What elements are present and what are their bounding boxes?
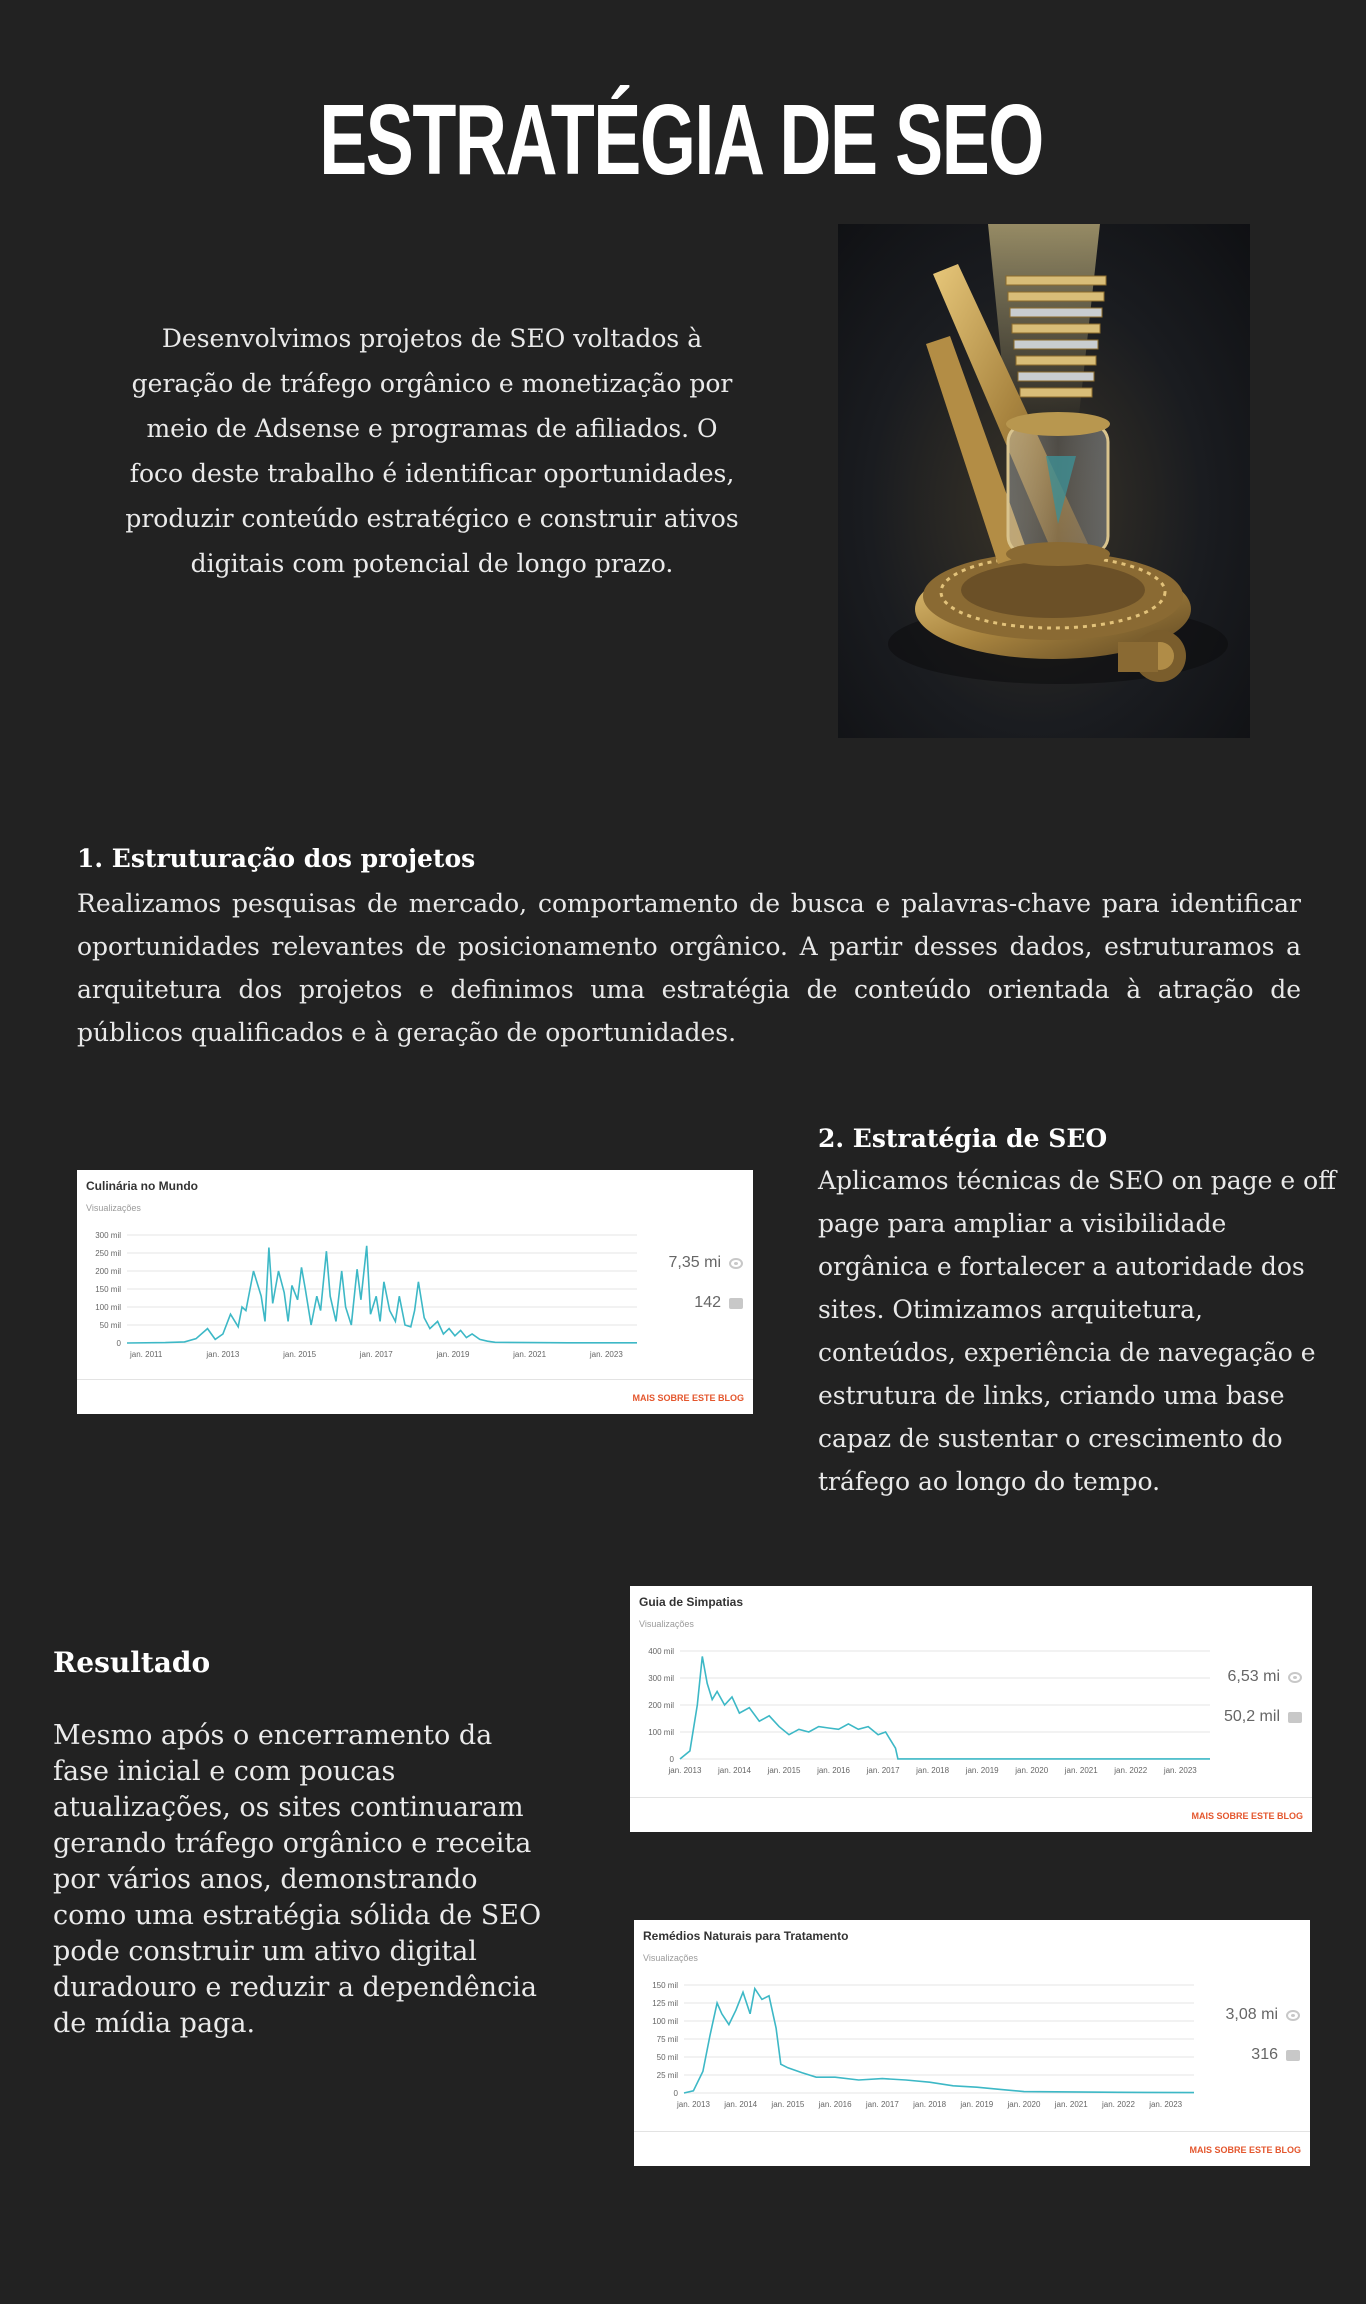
views-stat <box>1226 2006 1300 2024</box>
x-tick-label: jan. 2013 <box>206 1350 240 1359</box>
blog-stats-card <box>630 1586 1312 1832</box>
views-count: 7,35 mi <box>668 1254 721 1271</box>
y-tick-label: 300 mil <box>95 1231 121 1240</box>
x-tick-label: jan. 2023 <box>1163 1766 1197 1775</box>
x-tick-label: jan. 2021 <box>1054 2100 1088 2109</box>
y-tick-label: 0 <box>669 1755 674 1764</box>
card-subtitle: Visualizações <box>639 1619 694 1629</box>
y-tick-label: 50 mil <box>656 2053 678 2062</box>
comments-count: 50,2 mil <box>1223 1708 1280 1725</box>
x-tick-label: jan. 2020 <box>1015 1766 1049 1775</box>
card-subtitle: Visualizações <box>643 1953 698 1963</box>
section2-heading: 2. Estratégia de SEO <box>818 1124 1108 1153</box>
more-about-blog-link[interactable]: MAIS SOBRE ESTE BLOG <box>632 1393 744 1403</box>
x-tick-label: jan. 2016 <box>818 2100 852 2109</box>
y-tick-label: 300 mil <box>648 1674 674 1683</box>
comment-icon <box>1288 1712 1302 1723</box>
pageviews-chart <box>634 1975 1214 2115</box>
y-tick-label: 75 mil <box>656 2035 678 2044</box>
views-count: 3,08 mi <box>1225 2006 1278 2023</box>
comments-count: 142 <box>694 1294 721 1311</box>
x-tick-label: jan. 2015 <box>283 1350 317 1359</box>
card-footer <box>634 2131 1310 2166</box>
card-footer <box>630 1797 1312 1832</box>
result-body: Mesmo após o encerramento da fase inicial e com poucas atualizações, os sites continuaram gerando tráfego orgânico e receita por vários anos, demonstrando como uma estratégia sólida de SEO pode construir um ativo digital duradouro e reduzir a dependência de mídia paga. <box>53 1720 542 2039</box>
x-tick-label: jan. 2019 <box>436 1350 470 1359</box>
y-tick-label: 200 mil <box>648 1701 674 1710</box>
comments-stat <box>1251 2046 1300 2064</box>
y-tick-label: 0 <box>673 2089 678 2098</box>
section2-body: Aplicamos técnicas de SEO on page e off page para ampliar a visibilidade orgânica e fortalecer a autoridade dos sites. Otimizamos arquitetura, conteúdos, experiência de navegação e estrutura de links, criando uma base capaz de sustentar o crescimento do tráfego ao longo do tempo. <box>818 1166 1336 1496</box>
x-tick-label: jan. 2017 <box>359 1350 393 1359</box>
comments-stat <box>694 1294 743 1312</box>
page-title: ESTRATÉGIA DE SEO <box>319 84 1043 196</box>
y-tick-label: 150 mil <box>95 1285 121 1294</box>
views-stat <box>669 1254 743 1272</box>
y-tick-label: 400 mil <box>648 1647 674 1656</box>
section1-body: Realizamos pesquisas de mercado, comportamento de busca e palavras-chave para identificar oportunidades relevantes de posicionamento orgânico. A partir desses dados, estruturamos a arquitetura dos projetos e definimos uma estratégia de conteúdo orientada à atração de públicos qualificados e à geração de oportunidades. <box>77 889 1301 1047</box>
x-tick-label: jan. 2017 <box>865 2100 899 2109</box>
x-tick-label: jan. 2021 <box>1064 1766 1098 1775</box>
more-about-blog-link[interactable]: MAIS SOBRE ESTE BLOG <box>1191 1811 1303 1821</box>
pageviews-chart <box>77 1225 657 1365</box>
hero-illustration <box>838 224 1250 738</box>
x-tick-label: jan. 2022 <box>1114 1766 1148 1775</box>
blog-stats-card <box>77 1170 753 1414</box>
blog-stats-card <box>634 1920 1310 2166</box>
x-tick-label: jan. 2014 <box>724 2100 758 2109</box>
card-title: Culinária no Mundo <box>86 1179 198 1193</box>
card-title: Guia de Simpatias <box>639 1595 744 1609</box>
y-tick-label: 125 mil <box>652 1999 678 2008</box>
series-line <box>127 1246 637 1343</box>
x-tick-label: jan. 2013 <box>668 1766 702 1775</box>
views-count: 6,53 mi <box>1227 1668 1280 1685</box>
y-tick-label: 25 mil <box>656 2071 678 2080</box>
y-tick-label: 200 mil <box>95 1267 121 1276</box>
comment-icon <box>1286 2050 1300 2061</box>
section1-heading: 1. Estruturação dos projetos <box>77 844 476 873</box>
x-tick-label: jan. 2014 <box>718 1766 751 1775</box>
views-stat <box>1228 1668 1302 1686</box>
x-tick-label: jan. 2015 <box>767 1766 801 1775</box>
card-subtitle: Visualizações <box>86 1203 141 1213</box>
comment-icon <box>729 1298 743 1309</box>
y-tick-label: 150 mil <box>652 1981 678 1990</box>
series-line <box>680 1656 1210 1759</box>
x-tick-label: jan. 2013 <box>676 2100 710 2109</box>
intro-text: Desenvolvimos projetos de SEO voltados à geração de tráfego orgânico e monetização por meio de Adsense e programas de afiliados. O foco deste trabalho é identificar oportunidades, produzir conteúdo estratégico e construir ativos digitais com potencial de longo prazo. <box>125 324 739 578</box>
y-tick-label: 50 mil <box>99 1321 121 1330</box>
y-tick-label: 100 mil <box>95 1303 121 1312</box>
eye-icon <box>1288 1672 1302 1683</box>
x-tick-label: jan. 2019 <box>965 1766 999 1775</box>
card-footer <box>77 1379 753 1414</box>
x-tick-label: jan. 2021 <box>513 1350 547 1359</box>
card-title: Remédios Naturais para Tratamento <box>643 1929 849 1943</box>
y-tick-label: 100 mil <box>652 2017 678 2026</box>
x-tick-label: jan. 2023 <box>1149 2100 1183 2109</box>
comments-stat <box>1224 1708 1302 1726</box>
x-tick-label: jan. 2018 <box>916 1766 950 1775</box>
x-tick-label: jan. 2015 <box>771 2100 805 2109</box>
x-tick-label: jan. 2020 <box>1007 2100 1041 2109</box>
more-about-blog-link[interactable]: MAIS SOBRE ESTE BLOG <box>1189 2145 1301 2155</box>
y-tick-label: 250 mil <box>95 1249 121 1258</box>
result-heading: Resultado <box>53 1646 211 1679</box>
x-tick-label: jan. 2019 <box>960 2100 994 2109</box>
x-tick-label: jan. 2023 <box>589 1350 623 1359</box>
eye-icon <box>729 1258 743 1269</box>
y-tick-label: 100 mil <box>648 1728 674 1737</box>
y-tick-label: 0 <box>116 1339 121 1348</box>
x-tick-label: jan. 2017 <box>866 1766 900 1775</box>
comments-count: 316 <box>1251 2046 1278 2063</box>
series-line <box>684 1989 1194 2093</box>
pageviews-chart <box>630 1641 1230 1781</box>
x-tick-label: jan. 2022 <box>1101 2100 1135 2109</box>
x-tick-label: jan. 2018 <box>913 2100 947 2109</box>
x-tick-label: jan. 2011 <box>130 1350 163 1359</box>
eye-icon <box>1286 2010 1300 2021</box>
x-tick-label: jan. 2016 <box>817 1766 851 1775</box>
